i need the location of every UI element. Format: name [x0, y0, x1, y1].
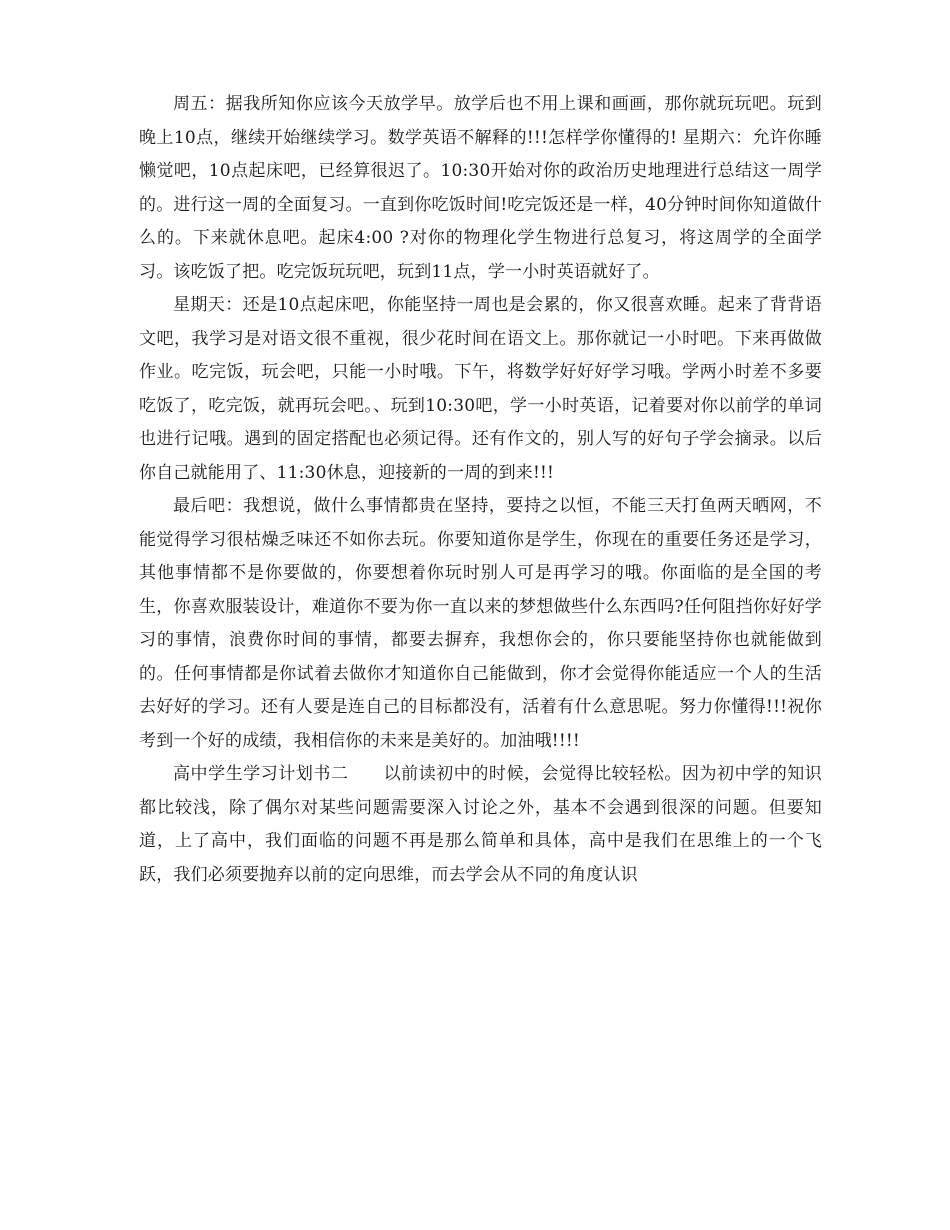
paragraph-friday-saturday: 周五：据我所知你应该今天放学早。放学后也不用上课和画画，那你就玩玩吧。玩到晚上10点，继续开始继续学习。数学英语不解释的!!!怎样学你懂得的! 星期六：允许你睡懒觉吧，10点起床吧，已经算很迟了。10:30开始对你的政治历史地理进行总结这一周学的。进行这一周的全面复习。一直到你吃饭时间!吃完饭还是一样，40分钟时间你知道做什么的。下来就休息吧。起床4:00 ?对你的物理化学生物进行总复习，将这周学的全面学习。该吃饭了把。吃完饭玩玩吧，玩到11点，学一小时英语就好了。 [139, 94, 822, 282]
document-body [139, 88, 822, 892]
paragraph-conclusion: 最后吧：我想说，做什么事情都贵在坚持，要持之以恒，不能三天打鱼两天晒网，不能觉得学习很枯燥乏味还不如你去玩。你要知道你是学生，你现在的重要任务还是学习，其他事情都不是你要做的，你要想着你玩时别人可是再学习的哦。你面临的是全国的考生，你喜欢服装设计，难道你不要为你一直以来的梦想做些什么东西吗?任何阻挡你好好学习的事情，浪费你时间的事情，都要去摒弃，我想你会的，你只要能坚持你也就能做到的。任何事情都是你试着去做你才知道你自己能做到，你才会觉得你能适应一个人的生活去好好的学习。还有人要是连自己的目标都没有，活着有什么意思呢。努力你懂得!!!祝你考到一个好的成绩，我相信你的未来是美好的。加油哦!!!! [139, 496, 822, 751]
paragraph-plan-two: 高中学生学习计划书二 以前读初中的时候，会觉得比较轻松。因为初中学的知识都比较浅，除了偶尔对某些问题需要深入讨论之外，基本不会遇到很深的问题。但要知道，上了高中，我们面临的问题不再是那么简单和具体，高中是我们在思维上的一个飞跃，我们必须要抛弃以前的定向思维，而去学会从不同的角度认识 [139, 764, 822, 885]
paragraph-sunday: 星期天：还是10点起床吧，你能坚持一周也是会累的，你又很喜欢睡。起来了背背语文吧，我学习是对语文很不重视，很少花时间在语文上。那你就记一小时吧。下来再做做作业。吃完饭，玩会吧，只能一小时哦。下午，将数学好好好学习哦。学两小时差不多要吃饭了，吃完饭，就再玩会吧。、玩到10:30吧，学一小时英语，记着要对你以前学的单词也进行记哦。遇到的固定搭配也必须记得。还有作文的，别人写的好句子学会摘录。以后你自己就能用了、11:30休息，迎接新的一周的到来!!! [139, 295, 822, 483]
